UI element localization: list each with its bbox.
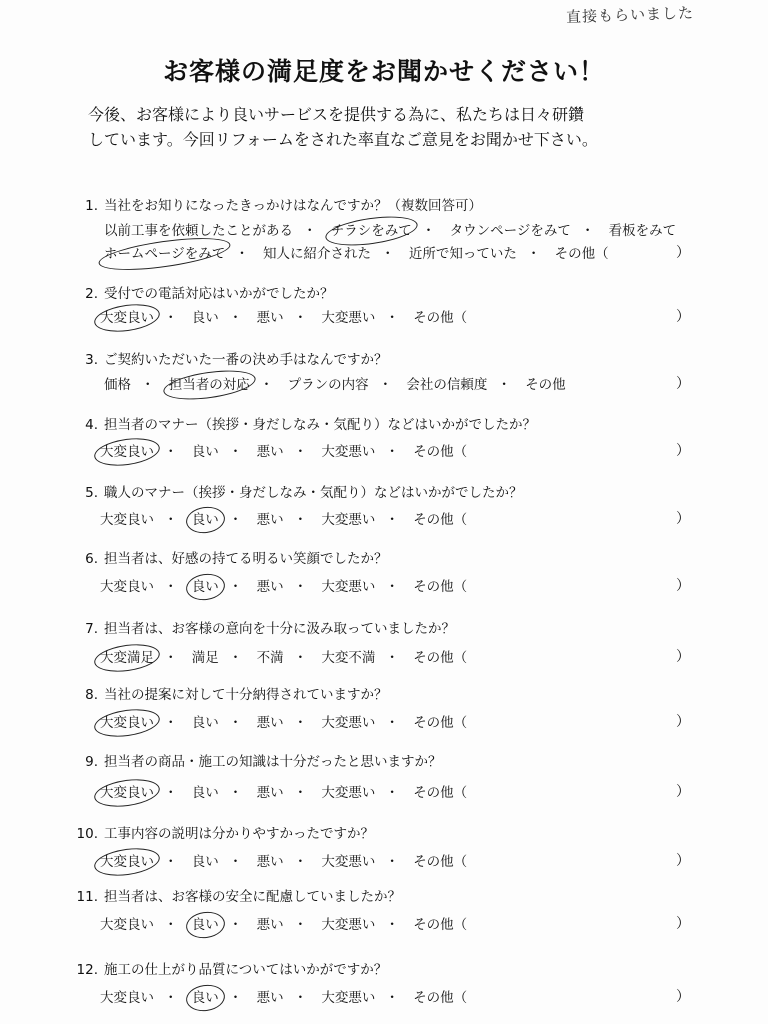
question-10 bbox=[50, 822, 374, 842]
option[interactable]: 大変悪い bbox=[321, 990, 376, 1006]
question-6 bbox=[68, 547, 388, 567]
option[interactable]: 大変良い bbox=[100, 917, 154, 933]
option[interactable]: 価格 bbox=[104, 377, 131, 393]
question-text: 当社をお知りになったきっかけはなんですか？（複数回答可） bbox=[104, 198, 482, 214]
question-number: 3. bbox=[85, 352, 98, 368]
question-number: 8. bbox=[85, 687, 98, 703]
option[interactable]: 大変悪い bbox=[321, 310, 376, 326]
question-4 bbox=[68, 413, 536, 433]
answer-options-3: 価格 ・ 担当者の対応 ・ プランの内容 ・ 会社の信頼度 ・ その他 bbox=[104, 377, 566, 393]
question-5 bbox=[68, 481, 523, 501]
option[interactable]: その他（ bbox=[413, 917, 468, 933]
question-text: 担当者は、好感の持てる明るい笑顔でしたか？ bbox=[104, 551, 388, 567]
option[interactable]: その他（ bbox=[413, 310, 468, 326]
option[interactable]: 悪い bbox=[256, 512, 284, 528]
question-number: 5. bbox=[85, 485, 98, 501]
option[interactable]: その他（ bbox=[413, 650, 468, 666]
option[interactable]: 悪い bbox=[256, 785, 284, 801]
paren-close: ） bbox=[676, 376, 690, 392]
question-text: 担当者は、お客様の意向を十分に汲み取っていましたか？ bbox=[104, 621, 455, 637]
option[interactable]: 良い bbox=[191, 310, 219, 326]
option[interactable]: 悪い bbox=[256, 310, 284, 326]
paren-close: ） bbox=[676, 578, 690, 594]
option[interactable]: 良い bbox=[191, 444, 219, 460]
paren-close: ） bbox=[676, 853, 690, 869]
option[interactable]: 悪い bbox=[256, 854, 284, 870]
intro-line: 今後、お客様により良いサービスを提供する為に、私たちは日々研鑽 bbox=[88, 105, 585, 124]
question-12 bbox=[50, 958, 387, 978]
option-selected[interactable]: 大変満足 bbox=[100, 650, 154, 666]
question-number: 1. bbox=[85, 198, 98, 214]
question-text: 担当者の商品・施工の知識は十分だったと思いますか？ bbox=[104, 754, 442, 770]
question-text: 施工の仕上がり品質についてはいかがですか？ bbox=[104, 962, 388, 978]
paren-close: ） bbox=[676, 784, 690, 800]
option[interactable]: 会社の信頼度 bbox=[406, 377, 488, 393]
question-number: 7. bbox=[85, 621, 98, 637]
option-selected[interactable]: 良い bbox=[191, 579, 219, 595]
paren-close: ） bbox=[676, 649, 690, 665]
option-selected[interactable]: 大変良い bbox=[100, 854, 154, 870]
option-selected[interactable]: 担当者の対応 bbox=[168, 377, 250, 393]
answer-options-10: 大変良い ・ 良い ・ 悪い ・ 大変悪い ・ その他（ bbox=[100, 854, 468, 870]
question-text: 工事内容の説明は分かりやすかったですか？ bbox=[104, 826, 374, 842]
paren-close: ） bbox=[676, 443, 690, 459]
answer-options-4: 大変良い ・ 良い ・ 悪い ・ 大変悪い ・ その他（ bbox=[100, 444, 468, 460]
question-1 bbox=[68, 194, 482, 214]
answer-options-2: 大変良い ・ 良い ・ 悪い ・ 大変悪い ・ その他（ bbox=[100, 310, 468, 326]
option-selected[interactable]: 大変良い bbox=[100, 310, 154, 326]
answer-options-8: 大変良い ・ 良い ・ 悪い ・ 大変悪い ・ その他（ bbox=[100, 715, 468, 731]
question-number: 9. bbox=[85, 754, 98, 770]
option[interactable]: その他（ bbox=[413, 444, 468, 460]
option-selected[interactable]: 良い bbox=[191, 512, 219, 528]
intro-text bbox=[88, 102, 688, 152]
intro-line: しています。今回リフォームをされた率直なご意見をお聞かせ下さい。 bbox=[88, 130, 598, 149]
option[interactable]: その他 bbox=[525, 377, 566, 393]
option[interactable]: 大変悪い bbox=[321, 715, 376, 731]
answer-options-1a: 以前工事を依頼したことがある ・ チラシをみて ・ タウンページをみて ・ 看板をみて bbox=[104, 223, 677, 239]
option[interactable]: その他（ bbox=[413, 990, 468, 1006]
option-selected[interactable]: チラシをみて bbox=[330, 223, 412, 239]
question-text: 担当者のマナー（挨拶・身だしなみ・気配り）などはいかがでしたか？ bbox=[104, 417, 536, 433]
paren-close: ） bbox=[676, 989, 690, 1005]
option[interactable]: 大変悪い bbox=[321, 444, 376, 460]
option[interactable]: プランの内容 bbox=[287, 377, 369, 393]
option[interactable]: 大変不満 bbox=[321, 650, 376, 666]
paren-close: ） bbox=[676, 714, 690, 730]
page-title: お客様の満足度をお聞かせください！ bbox=[162, 57, 605, 86]
option[interactable]: 大変悪い bbox=[321, 854, 376, 870]
option[interactable]: その他（ bbox=[413, 785, 468, 801]
option[interactable]: その他（ bbox=[413, 512, 468, 528]
answer-options-7: 大変満足 ・ 満足 ・ 不満 ・ 大変不満 ・ その他（ bbox=[100, 650, 468, 666]
option-selected[interactable]: 良い bbox=[191, 917, 219, 933]
option-selected[interactable]: 良い bbox=[191, 990, 219, 1006]
question-text: 受付での電話対応はいかがでしたか？ bbox=[104, 286, 334, 302]
question-number: 6. bbox=[85, 551, 98, 567]
option[interactable]: その他（ bbox=[413, 579, 468, 595]
question-text: 担当者は、お客様の安全に配慮していましたか？ bbox=[104, 889, 401, 905]
option[interactable]: 良い bbox=[191, 854, 219, 870]
option[interactable]: タウンページをみて bbox=[449, 223, 571, 239]
question-3 bbox=[68, 348, 388, 368]
option[interactable]: 大変悪い bbox=[321, 785, 376, 801]
option[interactable]: 近所で知っていた bbox=[408, 246, 517, 262]
question-7 bbox=[68, 617, 455, 637]
option[interactable]: 知人に紹介された bbox=[263, 246, 372, 262]
question-text: 職人のマナー（挨拶・身だしなみ・気配り）などはいかがでしたか？ bbox=[104, 485, 523, 501]
answer-options-6: 大変良い ・ 良い ・ 悪い ・ 大変悪い ・ その他（ bbox=[100, 579, 468, 595]
option[interactable]: 以前工事を依頼したことがある bbox=[104, 223, 293, 239]
option[interactable]: 不満 bbox=[256, 650, 284, 666]
option[interactable]: その他（ bbox=[413, 715, 468, 731]
question-number: 4. bbox=[85, 417, 98, 433]
question-11 bbox=[50, 885, 401, 905]
option-selected[interactable]: ホームページをみて bbox=[104, 246, 226, 262]
answer-options-11: 大変良い ・ 良い ・ 悪い ・ 大変悪い ・ その他（ bbox=[100, 917, 468, 933]
option[interactable]: 悪い bbox=[256, 579, 284, 595]
answer-options-9: 大変良い ・ 良い ・ 悪い ・ 大変悪い ・ その他（ bbox=[100, 785, 468, 801]
option-selected[interactable]: 大変良い bbox=[100, 785, 154, 801]
option[interactable]: 大変良い bbox=[100, 990, 154, 1006]
option[interactable]: 大変良い bbox=[100, 579, 154, 595]
option[interactable]: 大変良い bbox=[100, 512, 154, 528]
answer-options-1b: ホームページをみて ・ 知人に紹介された ・ 近所で知っていた ・ その他（ bbox=[104, 246, 609, 262]
question-number: 11. bbox=[76, 889, 98, 905]
option[interactable]: 看板をみて bbox=[608, 223, 677, 239]
option[interactable]: 悪い bbox=[256, 715, 284, 731]
option[interactable]: 悪い bbox=[256, 990, 284, 1006]
option[interactable]: 悪い bbox=[256, 444, 284, 460]
option[interactable]: 大変悪い bbox=[321, 917, 376, 933]
answer-options-12: 大変良い ・ 良い ・ 悪い ・ 大変悪い ・ その他（ bbox=[100, 990, 468, 1006]
paren-close: ） bbox=[676, 309, 690, 325]
question-number: 12. bbox=[76, 962, 98, 978]
answer-options-5: 大変良い ・ 良い ・ 悪い ・ 大変悪い ・ その他（ bbox=[100, 512, 468, 528]
paren-close: ） bbox=[676, 916, 690, 932]
option[interactable]: 悪い bbox=[256, 917, 284, 933]
option[interactable]: その他（ bbox=[413, 854, 468, 870]
option[interactable]: その他（ bbox=[554, 246, 609, 262]
option[interactable]: 満足 bbox=[191, 650, 219, 666]
option-selected[interactable]: 大変良い bbox=[100, 715, 154, 731]
question-number: 10. bbox=[76, 826, 98, 842]
handwritten-note: 直接もらいました bbox=[565, 3, 695, 27]
question-9 bbox=[68, 750, 442, 770]
paren-close: ） bbox=[676, 511, 690, 527]
question-2 bbox=[68, 282, 334, 302]
option[interactable]: 大変悪い bbox=[321, 579, 376, 595]
option[interactable]: 良い bbox=[191, 785, 219, 801]
question-text: 当社の提案に対して十分納得されていますか？ bbox=[104, 687, 388, 703]
question-text: ご契約いただいた一番の決め手はなんですか？ bbox=[104, 352, 388, 368]
question-8 bbox=[68, 683, 388, 703]
option-selected[interactable]: 大変良い bbox=[100, 444, 154, 460]
option[interactable]: 良い bbox=[191, 715, 219, 731]
option[interactable]: 大変悪い bbox=[321, 512, 376, 528]
question-number: 2. bbox=[85, 286, 98, 302]
paren-close: ） bbox=[676, 245, 690, 261]
